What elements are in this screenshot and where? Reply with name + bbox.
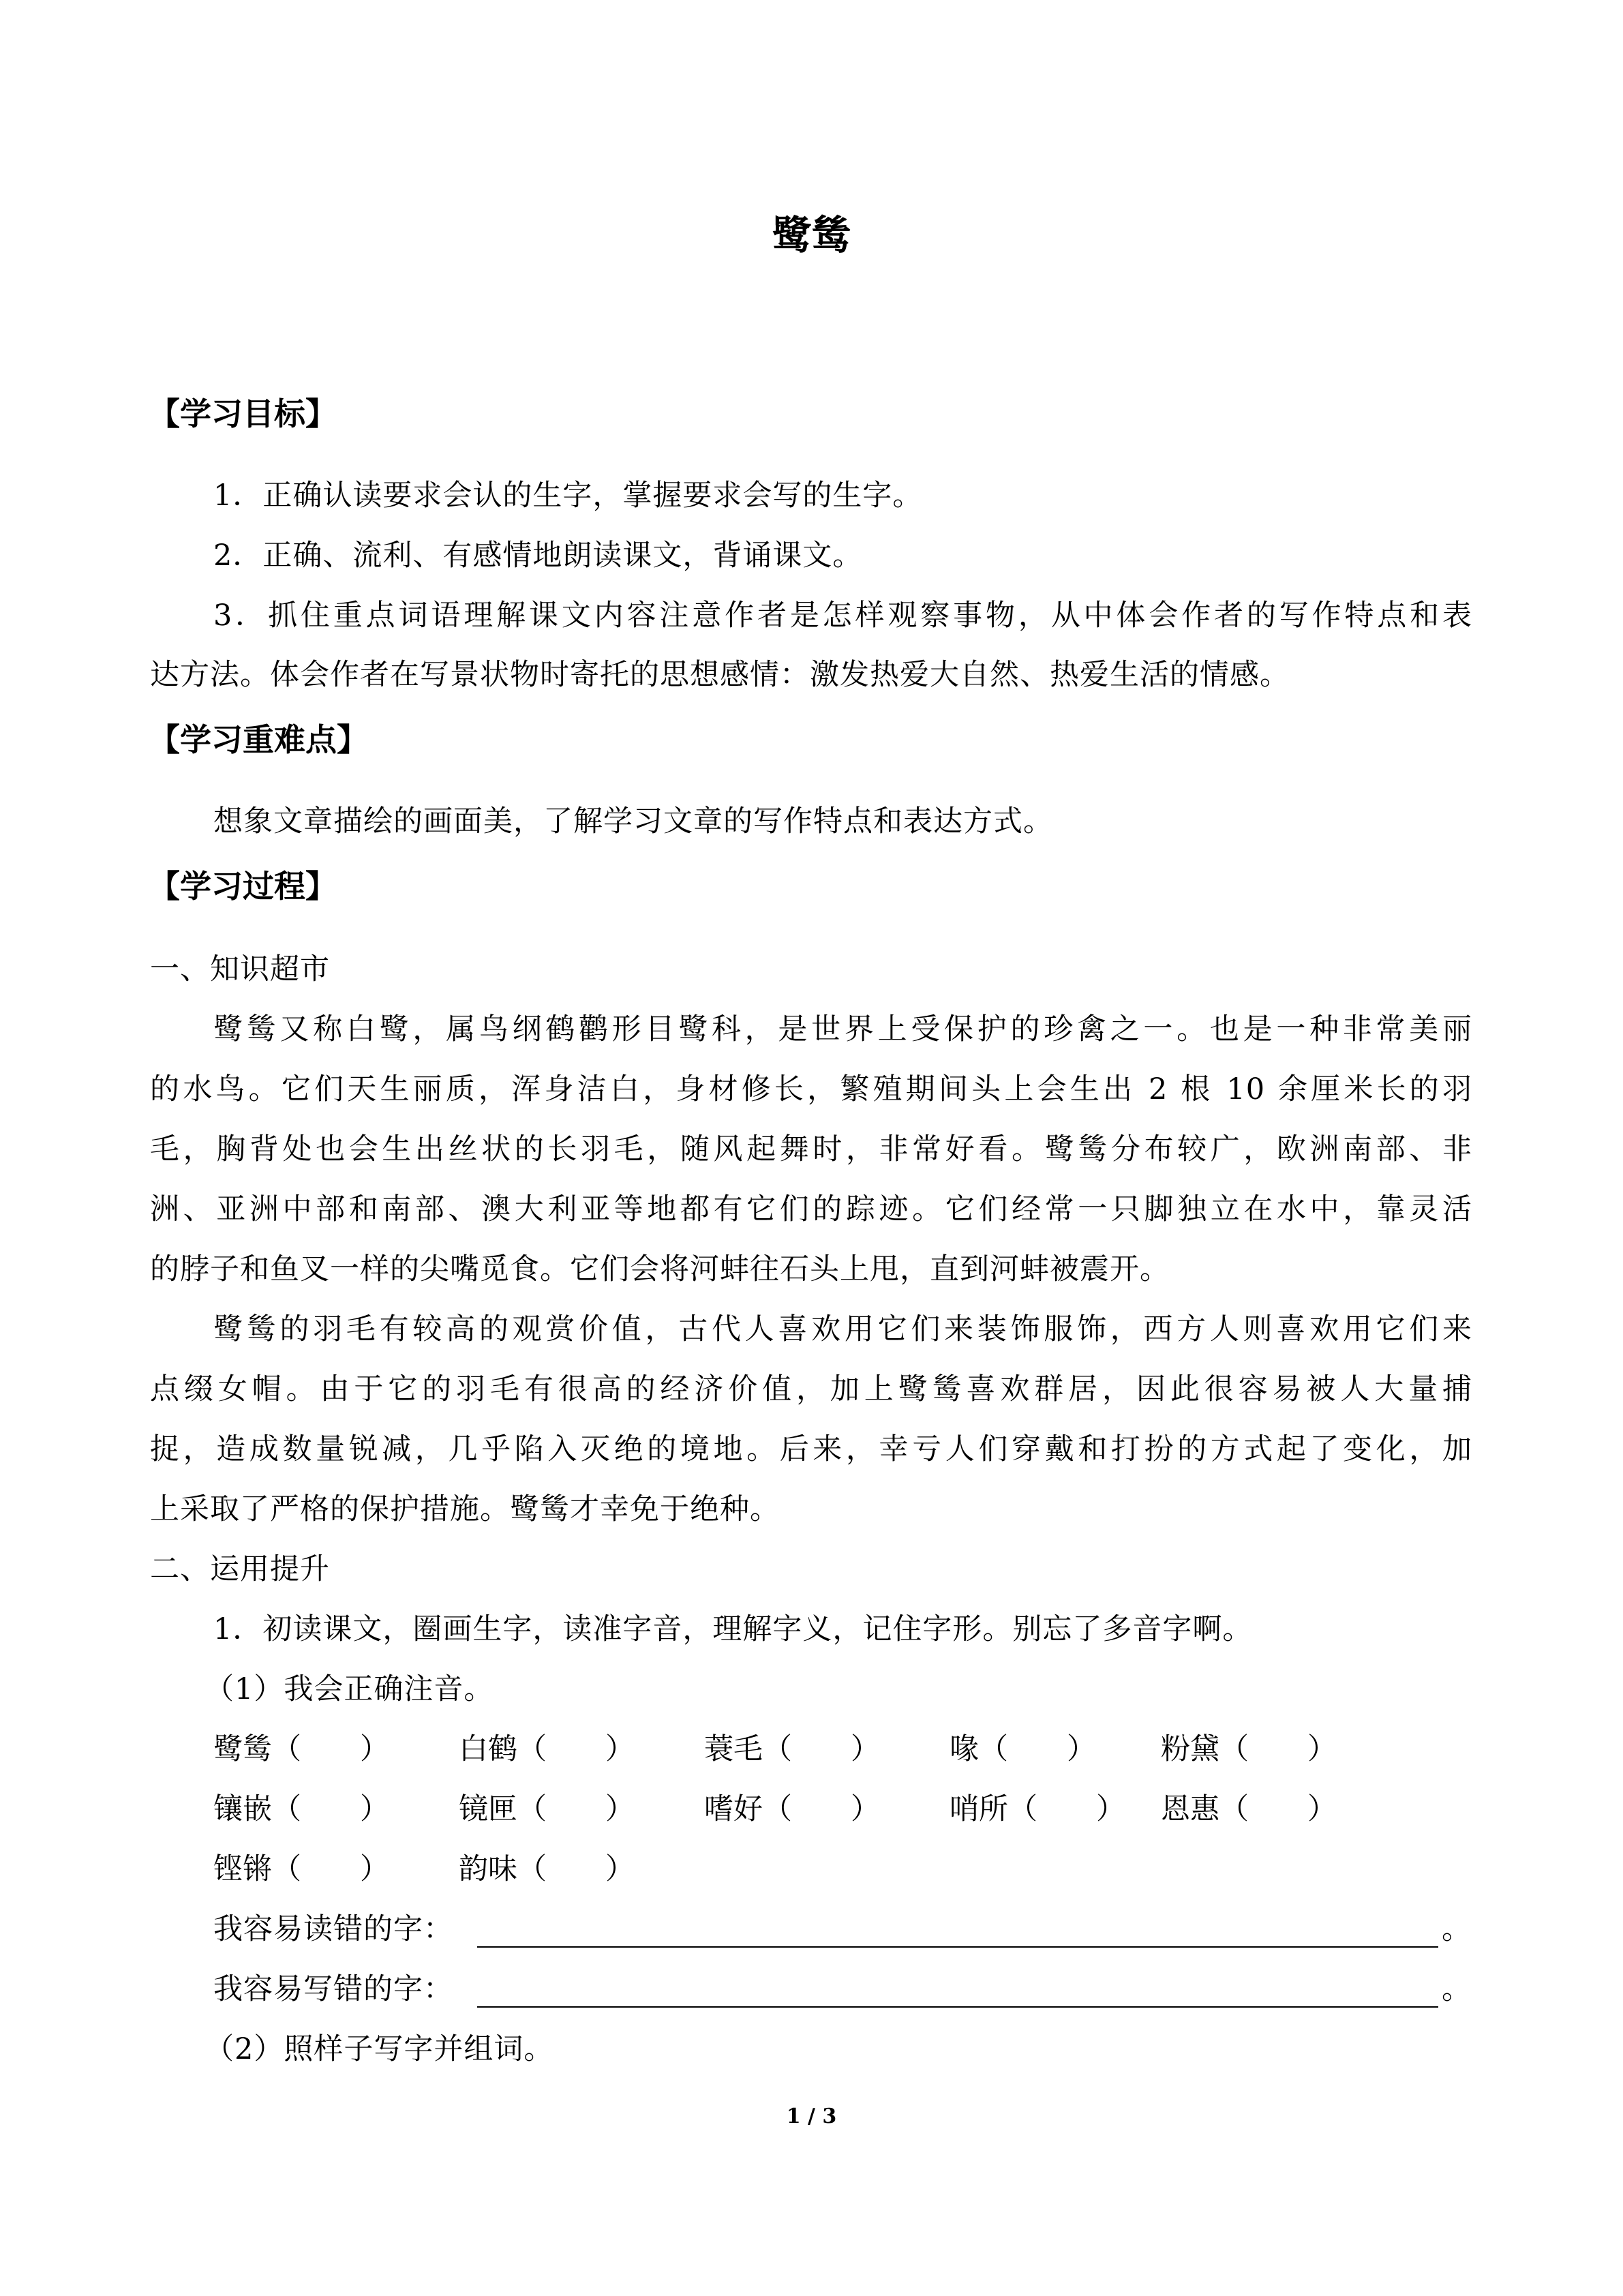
write-wrong-label: 我容易写错的字： (213, 1972, 453, 2006)
read-wrong-label: 我容易读错的字： (213, 1912, 453, 1946)
pinyin-blank[interactable]: 恩惠（ ） (1161, 1792, 1337, 1826)
key-point-text: 想象文章描绘的画面美，了解学习文章的写作特点和表达方式。 (213, 804, 1053, 839)
page-number: 1 / 3 (786, 2104, 837, 2128)
paragraph-1-line: 的脖子和鱼叉一样的尖嘴觅食。它们会将河蚌往石头上甩，直到河蚌被震开。 (150, 1252, 1170, 1286)
read-wrong-blank[interactable] (477, 1946, 1438, 1948)
pinyin-blank[interactable]: 韵味（ ） (459, 1852, 635, 1886)
paragraph-1-line: 鹭鸶又称白鹭，属鸟纲鹤鹳形目鹭科，是世界上受保护的珍禽之一。也是一种非常美丽 (213, 1012, 1472, 1046)
section-heading-key-points: 【学习重难点】 (149, 721, 368, 758)
pinyin-blank[interactable]: 蓑毛（ ） (704, 1732, 880, 1766)
paragraph-1-line: 洲、亚洲中部和南部、澳大利亚等地都有它们的踪迹。它们经常一只脚独立在水中，靠灵活 (150, 1192, 1472, 1226)
section-heading-goals: 【学习目标】 (149, 395, 337, 432)
goal-2: 2．正确、流利、有感情地朗读课文，背诵课文。 (213, 539, 863, 573)
pinyin-blank[interactable]: 白鹤（ ） (459, 1732, 635, 1766)
sub-question-2: （2）照样子写字并组词。 (204, 2032, 554, 2066)
pinyin-blank[interactable]: 镶嵌（ ） (213, 1792, 389, 1826)
write-wrong-blank[interactable] (477, 2006, 1438, 2008)
part-2-heading: 二、运用提升 (150, 1552, 330, 1586)
pinyin-blank[interactable]: 喙（ ） (950, 1732, 1096, 1766)
paragraph-1-line: 毛，胸背处也会生出丝状的长羽毛，随风起舞时，非常好看。鹭鸶分布较广，欧洲南部、非 (150, 1132, 1472, 1166)
section-heading-process: 【学习过程】 (149, 868, 337, 905)
question-1: 1．初读课文，圈画生字，读准字音，理解字义，记住字形。别忘了多音字啊。 (213, 1612, 1253, 1646)
goal-3-line-2: 达方法。体会作者在写景状物时寄托的思想感情：激发热爱大自然、热爱生活的情感。 (150, 658, 1290, 692)
paragraph-2-line: 捉，造成数量锐减，几乎陷入灭绝的境地。后来，幸亏人们穿戴和打扮的方式起了变化，加 (150, 1432, 1472, 1466)
goal-1: 1．正确认读要求会认的生字，掌握要求会写的生字。 (213, 479, 923, 513)
pinyin-blank[interactable]: 粉黛（ ） (1161, 1732, 1337, 1766)
pinyin-blank[interactable]: 哨所（ ） (950, 1792, 1125, 1826)
pinyin-blank[interactable]: 嗜好（ ） (704, 1792, 880, 1826)
paragraph-2-line: 鹭鸶的羽毛有较高的观赏价值，古代人喜欢用它们来装饰服饰，西方人则喜欢用它们来 (213, 1312, 1472, 1346)
page-title: 鹭鸶 (772, 212, 851, 258)
pinyin-blank[interactable]: 鹭鸶（ ） (213, 1732, 389, 1766)
period: 。 (1442, 1912, 1472, 1946)
part-1-heading: 一、知识超市 (150, 952, 330, 986)
period: 。 (1442, 1972, 1472, 2006)
sub-question-1: （1）我会正确注音。 (204, 1672, 494, 1706)
goal-3-line-1: 3．抓住重点词语理解课文内容注意作者是怎样观察事物，从中体会作者的写作特点和表 (213, 599, 1472, 633)
pinyin-blank[interactable]: 铿锵（ ） (213, 1852, 389, 1886)
pinyin-blank[interactable]: 镜匣（ ） (459, 1792, 635, 1826)
paragraph-2-line: 上采取了严格的保护措施。鹭鸶才幸免于绝种。 (150, 1492, 780, 1526)
paragraph-1-line: 的水鸟。它们天生丽质，浑身洁白，身材修长，繁殖期间头上会生出 2 根 10 余厘米长的羽 (150, 1072, 1472, 1106)
paragraph-2-line: 点缀女帽。由于它的羽毛有很高的经济价值，加上鹭鸶喜欢群居，因此很容易被人大量捕 (150, 1372, 1472, 1406)
